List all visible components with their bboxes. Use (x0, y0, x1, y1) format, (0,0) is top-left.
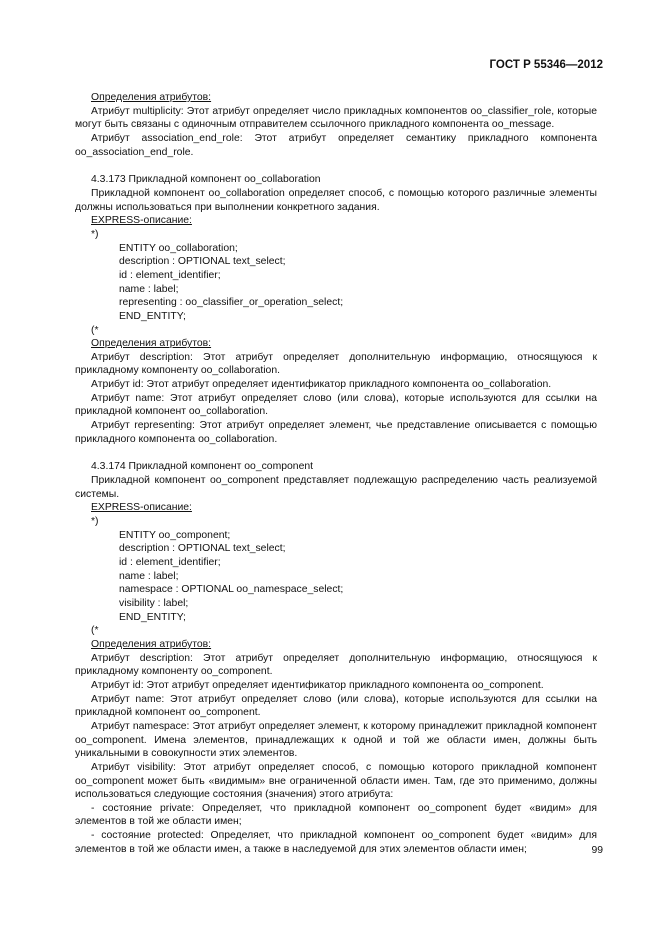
underlined-heading: Определения атрибутов: (91, 92, 212, 103)
code-line: name : label; (119, 283, 179, 295)
paragraph: Атрибут name: Этот атрибут определяет слово (или слова), которые используются для ссылки на прикладной компонент oo_component. (75, 693, 597, 719)
section-gap (75, 446, 597, 460)
paragraph: (* (91, 324, 99, 336)
paragraph: Атрибут visibility: Этот атрибут определяет способ, с помощью которого прикладной компонент oo_component может быть «видимым» вне ограниченной области имен. Там, где это применимо, должны использоваться следующие состояния (значения) этого атрибута: (75, 761, 597, 801)
paragraph: Атрибут id: Этот атрибут определяет идентификатор прикладного компонента oo_component. (91, 679, 544, 691)
code-line: END_ENTITY; (119, 310, 186, 322)
underlined-heading: Определения атрибутов: (91, 338, 212, 350)
paragraph: 4.3.173 Прикладной компонент oo_collaboration (91, 174, 321, 186)
paragraph: 4.3.174 Прикладной компонент oo_component (91, 461, 314, 473)
code-line: description : OPTIONAL text_select; (119, 543, 286, 555)
code-line: ENTITY oo_collaboration; (119, 242, 238, 254)
paragraph: (* (91, 625, 99, 637)
code-line: name : label; (119, 570, 179, 582)
code-line: ENTITY oo_component; (119, 529, 231, 541)
page-number: 99 (591, 845, 603, 856)
paragraph: Атрибут representing: Этот атрибут определяет элемент, чье представление описывается с помощью прикладного компонента oo_collaboration. (75, 420, 597, 445)
document-header: ГОСТ Р 55346—2012 (489, 59, 603, 71)
paragraph: - состояние protected: Определяет, что прикладной компонент oo_component будет «видим» для элементов в той же области имен, а также в наследуемой для этих элементов области имен; (75, 830, 597, 855)
code-line: visibility : label; (119, 597, 189, 609)
code-line: id : element_identifier; (119, 557, 221, 568)
paragraph: Атрибут name: Этот атрибут определяет слово (или слова), которые используются для ссылки на прикладной компонент oo_collaboration. (75, 392, 597, 418)
paragraph: Атрибут namespace: Этот атрибут определяет элемент, к которому принадлежит прикладной компонент oo_component. Имена элементов, принадлежащих к одной и той же области имен, должны быть уникальными в совокупности этих элементов. (75, 720, 597, 760)
underlined-heading: Определения атрибутов: (91, 638, 212, 650)
paragraph: Атрибут id: Этот атрибут определяет идентификатор прикладного компонента oo_collaboration. (91, 379, 552, 391)
paragraph: *) (91, 228, 99, 240)
code-line: representing : oo_classifier_or_operation_select; (119, 297, 344, 309)
underlined-heading: EXPRESS-описание: (91, 215, 192, 227)
paragraph: Атрибут description: Этот атрибут определяет дополнительную информацию, относящуюся к прикладному компоненту oo_collaboration. (75, 351, 597, 377)
section-gap (75, 159, 597, 173)
code-line: END_ENTITY; (119, 611, 186, 623)
code-line: namespace : OPTIONAL oo_namespace_select; (119, 584, 344, 596)
paragraph: Атрибут description: Этот атрибут определяет дополнительную информацию, относящуюся к прикладному компоненту oo_component. (75, 652, 597, 678)
paragraph: Атрибут multiplicity: Этот атрибут определяет число прикладных компонентов oo_classifier_role, которые могут быть связаны с одиночным отправителем ссылочного прикладного компонента oo_message. (75, 105, 597, 131)
paragraph: Атрибут association_end_role: Этот атрибут определяет семантику прикладного компонента oo_association_end_role. (75, 132, 597, 158)
code-line: id : element_identifier; (119, 269, 221, 281)
paragraph: *) (91, 516, 99, 528)
underlined-heading: EXPRESS-описание: (91, 502, 192, 514)
paragraph: Прикладной компонент oo_component представляет подлежащую распределению часть реализуемой системы. (75, 475, 597, 500)
document-body (75, 91, 597, 856)
paragraph: Прикладной компонент oo_collaboration определяет способ, с помощью которого различные элементы должны использоваться при выполнении конкретного задания. (75, 187, 597, 213)
code-line: description : OPTIONAL text_select; (119, 256, 286, 268)
paragraph: - состояние private: Определяет, что прикладной компонент oo_component будет «видим» для элементов в той же области имен; (75, 802, 597, 828)
